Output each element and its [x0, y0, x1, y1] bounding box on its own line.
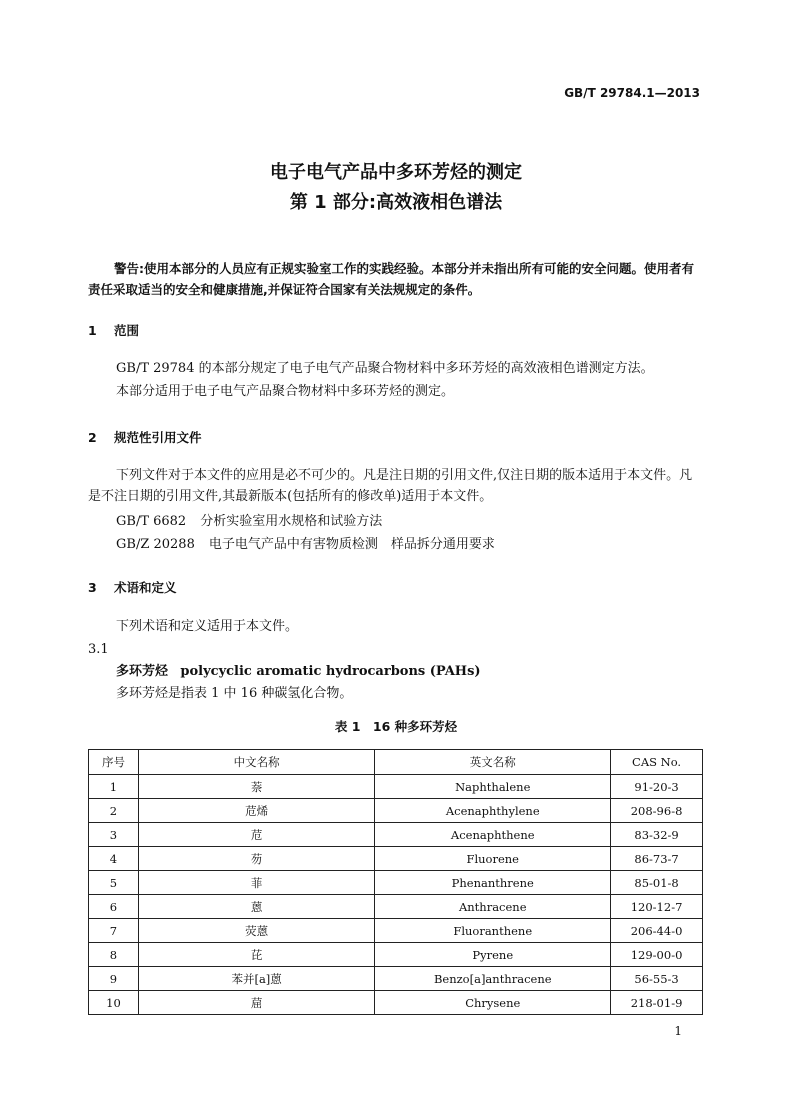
cell-cas-no: 129-00-0	[611, 943, 703, 967]
header-serial: 序号	[89, 750, 139, 775]
cell-chinese-name: 荧蒽	[138, 919, 374, 943]
cell-cas-no: 206-44-0	[611, 919, 703, 943]
cell-cas-no: 208-96-8	[611, 799, 703, 823]
table-row	[89, 871, 703, 895]
cell-cas-no: 56-55-3	[611, 967, 703, 991]
cell-serial: 10	[89, 991, 139, 1015]
cell-chinese-name: 芘	[138, 943, 374, 967]
table-row	[89, 991, 703, 1015]
cell-english-name: Benzo[a]anthracene	[375, 967, 611, 991]
section-number: 1	[88, 323, 97, 338]
section-1-heading	[88, 321, 139, 339]
table-header-row	[89, 750, 703, 775]
table-caption: 表 1 16 种多环芳烃	[334, 719, 458, 734]
cell-chinese-name: 芴	[138, 847, 374, 871]
cell-chinese-name: 䓛	[138, 991, 374, 1015]
reference-title: 分析实验室用水规格和试验方法	[200, 514, 383, 529]
section-title: 规范性引用文件	[114, 430, 202, 445]
header-cas-no: CAS No.	[611, 750, 703, 775]
term-english: polycyclic aromatic hydrocarbons (PAHs)	[180, 664, 481, 679]
header-english-name: 英文名称	[375, 750, 611, 775]
cell-serial: 3	[89, 823, 139, 847]
cell-english-name: Fluoranthene	[375, 919, 611, 943]
terms-paragraph: 下列术语和定义适用于本文件。	[116, 619, 299, 634]
header-chinese-name: 中文名称	[138, 750, 374, 775]
cell-chinese-name: 苊烯	[138, 799, 374, 823]
cell-chinese-name: 菲	[138, 871, 374, 895]
term-chinese: 多环芳烃	[116, 664, 169, 679]
document-subtitle: 第 1 部分:高效液相色谱法	[289, 192, 503, 213]
cell-english-name: Anthracene	[375, 895, 611, 919]
table-row	[89, 823, 703, 847]
document-title: 电子电气产品中多环芳烃的测定	[270, 162, 522, 183]
table-row	[89, 943, 703, 967]
references-paragraph: 下列文件对于本文件的应用是必不可少的。凡是注日期的引用文件,仅注日期的版本适用于本文件。凡是不注日期的引用文件,其最新版本(包括所有的修改单)适用于本文件。	[88, 468, 693, 504]
cell-cas-no: 120-12-7	[611, 895, 703, 919]
cell-chinese-name: 萘	[138, 775, 374, 799]
reference-item	[116, 510, 382, 529]
cell-serial: 2	[89, 799, 139, 823]
cell-cas-no: 85-01-8	[611, 871, 703, 895]
reference-title: 电子电气产品中有害物质检测 样品拆分通用要求	[208, 537, 495, 552]
cell-chinese-name: 蒽	[138, 895, 374, 919]
cell-chinese-name: 苯并[a]蒽	[138, 967, 374, 991]
table-row	[89, 847, 703, 871]
cell-serial: 7	[89, 919, 139, 943]
section-number: 2	[88, 430, 97, 445]
page-number: 1	[674, 1024, 682, 1038]
standard-code: GB/T 29784.1—2013	[564, 86, 700, 100]
cell-english-name: Fluorene	[375, 847, 611, 871]
cell-english-name: Phenanthrene	[375, 871, 611, 895]
cell-english-name: Naphthalene	[375, 775, 611, 799]
cell-chinese-name: 苊	[138, 823, 374, 847]
table-row	[89, 895, 703, 919]
safety-warning: 警告:使用本部分的人员应有正规实验室工作的实践经验。本部分并未指出所有可能的安全问题。使用者有责任采取适当的安全和健康措施,并保证符合国家有关法规规定的条件。	[88, 261, 695, 297]
table-row	[89, 967, 703, 991]
section-number: 3	[88, 580, 97, 595]
cell-serial: 4	[89, 847, 139, 871]
cell-english-name: Acenaphthylene	[375, 799, 611, 823]
pah-table	[88, 749, 703, 1015]
term-entry	[116, 661, 696, 682]
cell-serial: 1	[89, 775, 139, 799]
cell-serial: 8	[89, 943, 139, 967]
cell-serial: 5	[89, 871, 139, 895]
subclause-number: 3.1	[88, 642, 109, 657]
section-title: 范围	[114, 323, 140, 338]
scope-paragraph-2: 本部分适用于电子电气产品聚合物材料中多环芳烃的测定。	[116, 384, 455, 399]
table-row	[89, 799, 703, 823]
cell-cas-no: 86-73-7	[611, 847, 703, 871]
scope-paragraph-1: GB/T 29784 的本部分规定了电子电气产品聚合物材料中多环芳烃的高效液相色谱测定方法。	[116, 361, 654, 376]
section-3-heading	[88, 578, 177, 596]
reference-item	[116, 533, 495, 552]
cell-english-name: Pyrene	[375, 943, 611, 967]
section-title: 术语和定义	[114, 580, 177, 595]
cell-english-name: Chrysene	[375, 991, 611, 1015]
table-row	[89, 919, 703, 943]
cell-cas-no: 91-20-3	[611, 775, 703, 799]
cell-serial: 6	[89, 895, 139, 919]
reference-code: GB/Z 20288	[116, 537, 195, 552]
cell-cas-no: 83-32-9	[611, 823, 703, 847]
table-row	[89, 775, 703, 799]
cell-serial: 9	[89, 967, 139, 991]
reference-code: GB/T 6682	[116, 514, 187, 529]
term-definition: 多环芳烃是指表 1 中 16 种碳氢化合物。	[116, 686, 353, 701]
cell-cas-no: 218-01-9	[611, 991, 703, 1015]
section-2-heading	[88, 428, 202, 446]
cell-english-name: Acenaphthene	[375, 823, 611, 847]
